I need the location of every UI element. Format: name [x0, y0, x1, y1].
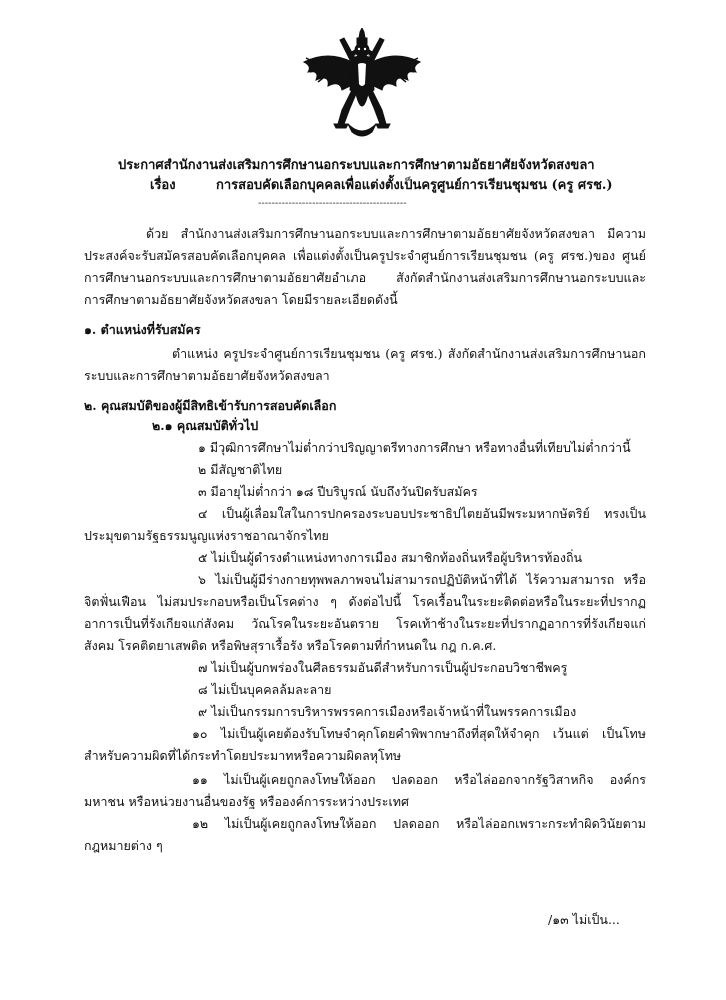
qualification-item-6-line-1: ๖ ไม่เป็นผู้มีร่างกายทุพพลภาพจนไม่สามารถปฏิบัติหน้าที่ได้ ไร้ความสามารถ หรือ [198, 572, 646, 587]
qualification-item-8: ๘ ไม่เป็นบุคคลล้มละลาย [198, 682, 332, 697]
section-2-1-heading: ๒.๑ คุณสมบัติทั่วไป [152, 418, 259, 433]
qualification-item-12-line-1: ๑๒ ไม่เป็นผู้เคยถูกลงโทษให้ออก ปลดออก หรือไล่ออกเพราะกระทำผิดวินัยตาม [192, 816, 646, 831]
qualification-item-1: ๑ มีวุฒิการศึกษาไม่ต่ำกว่าปริญญาตรีทางการศึกษา หรือทางอื่นที่เทียบไม่ต่ำกว่านี้ [198, 440, 631, 455]
section-2-heading: ๒. คุณสมบัติของผู้มีสิทธิเข้ารับการสอบคัดเลือก [84, 398, 337, 413]
qualification-item-7: ๗ ไม่เป็นผู้บกพร่องในศีลธรรมอันดีสำหรับการเป็นผู้ประกอบวิชาชีพครู [198, 660, 568, 675]
page-continuation: /๑๓ ไม่เป็น... [548, 912, 620, 927]
qualification-item-10-line-1: ๑๐ ไม่เป็นผู้เคยต้องรับโทษจำคุกโดยคำพิพากษาถึงที่สุดให้จำคุก เว้นแต่ เป็นโทษ [192, 726, 646, 741]
announcement-title: ประกาศสำนักงานส่งเสริมการศึกษานอกระบบและการศึกษาตามอัธยาศัยจังหวัดสงขลา [118, 158, 595, 173]
intro-line-1: ด้วย สำนักงานส่งเสริมการศึกษานอกระบบและการศึกษาตามอัธยาศัยจังหวัดสงขลา มีความ [146, 226, 646, 241]
qualification-item-11-line-1: ๑๑ ไม่เป็นผู้เคยถูกลงโทษให้ออก ปลดออก หรือไล่ออกจากรัฐวิสาหกิจ องค์กร [192, 772, 646, 787]
section-1-line-1: ตำแหน่ง ครูประจำศูนย์การเรียนชุมชน (ครู ศรช.) สังกัดสำนักงานส่งเสริมการศึกษานอก [172, 346, 646, 361]
section-1-line-2: ระบบและการศึกษาตามอัธยาศัยจังหวัดสงขลา [84, 368, 330, 383]
subject-label: เรื่อง [150, 178, 176, 193]
qualification-item-6-line-3: อาการเป็นที่รังเกียจแก่สังคม วัณโรคในระยะอันตราย โรคเท้าช้างในระยะที่ปรากฏอาการที่รังเกียจแก่ [84, 616, 646, 631]
qualification-item-3: ๓ มีอายุไม่ต่ำกว่า ๑๘ ปีบริบูรณ์ นับถึงวันปิดรับสมัคร [198, 484, 478, 499]
garuda-emblem-icon [298, 28, 426, 140]
qualification-item-12-line-2: กฎหมายต่าง ๆ [84, 838, 163, 853]
subject-text: การสอบคัดเลือกบุคคลเพื่อแต่งตั้งเป็นครูศูนย์การเรียนชุมชน (ครู ศรช.) [216, 178, 613, 193]
qualification-item-11-line-2: มหาชน หรือหน่วยงานอื่นของรัฐ หรือองค์การระหว่างประเทศ [84, 794, 409, 809]
intro-line-4: การศึกษาตามอัธยาศัยจังหวัดสงขลา โดยมีรายละเอียดดังนี้ [84, 292, 398, 307]
qualification-item-10-line-2: สำหรับความผิดที่ได้กระทำโดยประมาทหรือความผิดลหุโทษ [84, 748, 402, 763]
section-1-heading: ๑. ตำแหน่งที่รับสมัคร [84, 322, 201, 337]
qualification-item-4-line-2: ประมุขตามรัฐธรรมนูญแห่งราชอาณาจักรไทย [84, 528, 329, 543]
title-divider: -------------------------------------------- [258, 198, 407, 209]
intro-line-3: การศึกษานอกระบบและการศึกษาตามอัธยาศัยอำเภอ สังกัดสำนักงานส่งเสริมการศึกษานอกระบบและ [84, 270, 646, 285]
qualification-item-6-line-4: สังคม โรคติดยาเสพติด หรือพิษสุราเรื้อรัง หรือโรคตามที่กำหนดใน กฎ ก.ค.ศ. [84, 638, 497, 653]
qualification-item-9: ๙ ไม่เป็นกรรมการบริหารพรรคการเมืองหรือเจ้าหน้าที่ในพรรคการเมือง [198, 704, 577, 719]
qualification-item-2: ๒ มีสัญชาติไทย [198, 462, 283, 477]
qualification-item-5: ๕ ไม่เป็นผู้ดำรงตำแหน่งทางการเมือง สมาชิกท้องถิ่นหรือผู้บริหารท้องถิ่น [198, 550, 583, 565]
intro-line-2: ประสงค์จะรับสมัครสอบคัดเลือกบุคคล เพื่อแต่งตั้งเป็นครูประจำศูนย์การเรียนชุมชน (ครู ศรช.)ของ ศูนย์ [84, 248, 646, 263]
qualification-item-6-line-2: จิตฟั่นเฟือน ไม่สมประกอบหรือเป็นโรคต่าง ๆ ดังต่อไปนี้ โรคเรื้อนในระยะติดต่อหรือในระยะที่ปรากฏ [84, 594, 646, 609]
qualification-item-4-line-1: ๔ เป็นผู้เลื่อมใสในการปกครองระบอบประชาธิปไตยอันมีพระมหากษัตริย์ ทรงเป็น [198, 506, 646, 521]
